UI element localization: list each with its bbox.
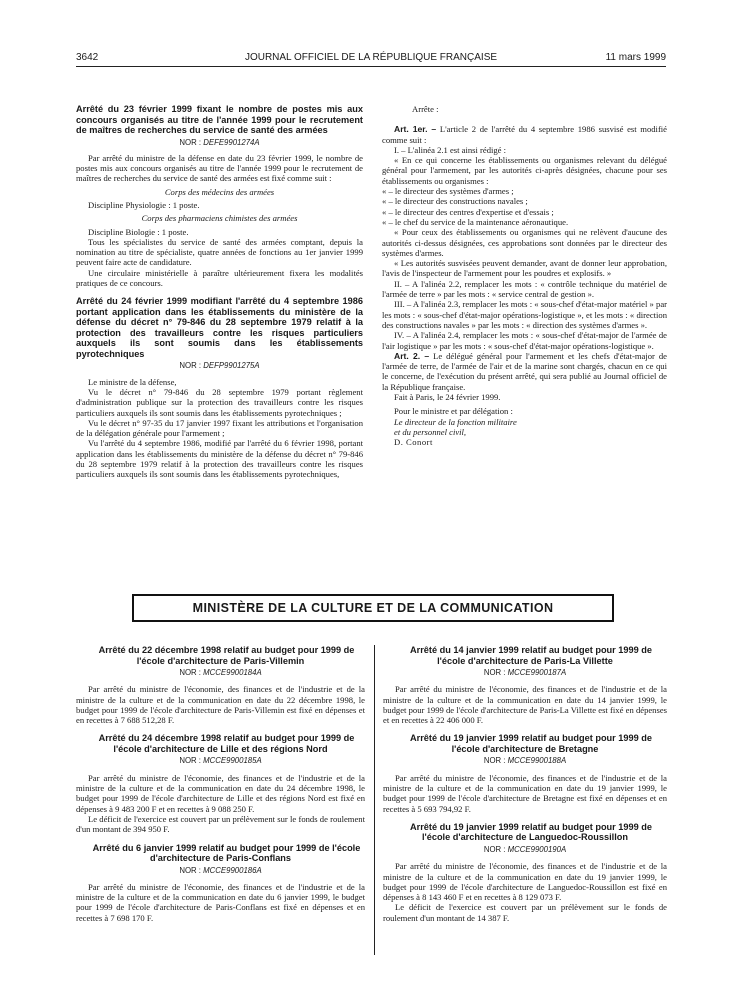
bottom-right-column: [383, 645, 667, 923]
article-2: Art. 2. – Le délégué général pour l'armement et les chefs d'état-major de l'armée de terre, de l'armée de l'air et de la marine sont chargés, chacun en ce qui le concerne, de l'exécution du présent arrêté, qui sera publié au Journal officiel de la République française.: [382, 350, 667, 392]
paragraph: III. – A l'alinéa 2.3, remplacer les mots : « sous-chef d'état-major matériel » par les mots : « sous-chef d'état-major opérations-logistique », et les mots : « direction des constructions navales » par les mots : « direction des systèmes d'armes ».: [382, 299, 667, 330]
paragraph: Par arrêté du ministre de l'économie, des finances et de l'industrie et de la ministre de la culture et de la communication en date du 24 décembre 1998, le budget pour 1999 de l'école d'architecture de Lille et des régions Nord est fixé en dépenses à 9 483 200 F et en recettes à 9 088 250 F.: [76, 772, 365, 814]
paragraph: Par arrêté du ministre de l'économie, des finances et de l'industrie et de la ministre de la culture et de la communication en date du 19 janvier 1999, le budget pour 1999 de l'école d'architecture de Languedoc-Roussillon est fixé en dépenses à 8 143 460 F et en recettes à 8 129 073 F.: [383, 861, 667, 903]
paragraph: Discipline Physiologie : 1 poste.: [88, 199, 200, 210]
issue-date: 11 mars 1999: [605, 52, 666, 63]
list-item: « – le directeur des constructions navales ;: [382, 196, 528, 207]
paragraph: Par arrêté du ministre de l'économie, des finances et de l'industrie et de la ministre de la culture et de la communication en date du 19 janvier 1999, le budget pour 1999 de l'école d'architecture de Bretagne est fixé en dépenses et en recettes à 5 693 794,92 F.: [383, 772, 667, 814]
quote-paragraph: « En ce qui concerne les établissements ou organismes relevant du délégué général pour l'armement, par les autorités ci-après désignées, chacune pour ses établissements ou organismes :: [382, 155, 667, 186]
journal-title: JOURNAL OFFICIEL DE LA RÉPUBLIQUE FRANÇAISE: [244, 52, 498, 63]
quote-paragraph: « Les autorités susvisées peuvent demander, avant de donner leur approbation, l'avis de l'inspecteur de l'armement pour les poudres et explosifs. »: [382, 258, 667, 279]
paragraph: Une circulaire ministérielle à paraître ultérieurement fixera les modalités pratiques de ce concours.: [76, 267, 363, 289]
list-item: « – le chef du service de la maintenance aéronautique.: [382, 216, 569, 227]
paragraph: Par arrêté du ministre de l'économie, des finances et de l'industrie et de la ministre de la culture et de la communication en date du 22 décembre 1998, le budget pour 1999 de l'école d'architecture de Paris-Villemin est fixé en dépenses et en recettes à 7 688 512,28 F.: [76, 684, 365, 726]
signature-line: et du personnel civil,: [394, 426, 467, 437]
nor-reference: NOR : MCCE9900186A: [179, 865, 262, 875]
signatory-name: D. Conort: [394, 437, 433, 448]
list-item: « – le directeur des systèmes d'armes ;: [382, 186, 514, 197]
header-rule: [76, 66, 666, 67]
paragraph: IV. – A l'alinéa 2.4, remplacer les mots : « sous-chef d'état-major de l'armée de l'air logistique » par les mots : « sous-chef d'état-major opérations-logistique ».: [382, 330, 667, 351]
ministry-banner: MINISTÈRE DE LA CULTURE ET DE LA COMMUNICATION: [132, 594, 614, 622]
arrete-heading: Arrête :: [412, 104, 439, 114]
corps-heading: Corps des pharmaciens chimistes des armées: [141, 213, 298, 224]
left-column: [76, 104, 363, 480]
decree-title: Arrêté du 23 février 1999 fixant le nombre de postes mis aux concours organisés au titre de l'année 1999 pour le recrutement de maîtres de recherches du service de santé des armées: [76, 104, 363, 135]
signature-place-date: Fait à Paris, le 24 février 1999.: [394, 392, 501, 403]
nor-reference: NOR : MCCE9900184A: [179, 668, 262, 677]
paragraph: Vu le décret n° 97-35 du 17 janvier 1997 fixant les attributions et l'organisation de la délégation générale pour l'armement ;: [76, 417, 363, 439]
paragraph: Par arrêté du ministre de l'économie, des finances et de l'industrie et de la ministre de la culture et de la communication en date du 14 janvier 1999, le budget pour 1999 de l'école d'architecture de Paris-La Villette est fixé en dépenses et en recettes à 22 406 000 F.: [383, 684, 667, 726]
bottom-left-column: [76, 645, 365, 923]
article-1: Art. 1er. – L'article 2 de l'arrêté du 4 septembre 1986 susvisé est modifié comme suit :: [382, 124, 668, 145]
signature-line: Le directeur de la fonction militaire: [394, 416, 517, 427]
decree-title: Arrêté du 24 février 1999 modifiant l'arrêté du 4 septembre 1986 portant application dans les établissements du ministère de la défense du décret n° 79-846 du 28 septembre 1979 relatif à la protection des travailleurs contre les risques particuliers auxquels ils sont soumis dans les établissements pyrotechniques: [76, 296, 363, 359]
paragraph: Vu le décret n° 79-846 du 28 septembre 1979 portant règlement d'administration publique sur la protection des travailleurs contre les risques particuliers auxquels ils sont soumis dans les établissements pyrotechniques ;: [76, 386, 363, 418]
paragraph: Tous les spécialistes du service de santé des armées comptant, depuis la nomination au titre de spécialiste, quatre années de fonctions au 1er janvier 1999 peuvent faire acte de candidature.: [76, 236, 363, 268]
paragraph: Par arrêté du ministre de l'économie, des finances et de l'industrie et de la ministre de la culture et de la communication en date du 6 janvier 1999, le budget pour 1999 de l'école d'architecture de Paris-Conflans est fixé en dépenses et en recettes à 7 698 170 F.: [76, 881, 365, 923]
decree-title: Arrêté du 24 décembre 1998 relatif au budget pour 1999 de l'école d'architecture de Lille et des régions Nord: [98, 733, 355, 754]
paragraph: Le déficit de l'exercice est couvert par un prélèvement sur le fonds de roulement d'un montant de 14 387 F.: [383, 902, 667, 923]
decree-title: Arrêté du 14 janvier 1999 relatif au budget pour 1999 de l'école d'architecture de Paris-La Villette: [409, 645, 653, 666]
paragraph: II. – A l'alinéa 2.2, remplacer les mots : « contrôle technique du matériel de l'armée de terre » par les mots : « service central de gestion ».: [382, 278, 667, 300]
paragraph: Vu l'arrêté du 4 septembre 1986, modifié par l'arrêté du 6 février 1998, portant application dans les établissements du ministère de la défense du décret n° 79-846 du 28 septembre 1979 relatif à la protection des travailleurs contre les risques particuliers auxquels ils sont soumis dans les établissements pyrotechniques,: [76, 438, 363, 480]
decree-title: Arrêté du 19 janvier 1999 relatif au budget pour 1999 de l'école d'architecture de Languedoc-Roussillon: [409, 821, 653, 843]
decree-title: Arrêté du 22 décembre 1998 relatif au budget pour 1999 de l'école d'architecture de Paris-Villemin: [98, 645, 355, 666]
list-item: « – le directeur des centres d'expertise et d'essais ;: [382, 206, 554, 217]
paragraph: Le ministre de la défense,: [88, 376, 177, 387]
paragraph: Par arrêté du ministre de la défense en date du 23 février 1999, le nombre de postes mis aux concours organisés au titre de l'année 1999 pour le recrutement de maîtres de recherches du service de santé des armées est fixé comme suit :: [76, 152, 363, 184]
nor-reference: NOR : MCCE9900190A: [483, 844, 567, 854]
nor-reference: NOR : MCCE9900187A: [483, 668, 567, 677]
decree-title: Arrêté du 6 janvier 1999 relatif au budget pour 1999 de l'école d'architecture de Paris-Conflans: [92, 842, 361, 864]
column-divider: [374, 645, 375, 955]
right-column: [382, 104, 667, 448]
nor-reference: NOR : DEFP9901275A: [179, 361, 260, 371]
nor-reference: NOR : MCCE9900188A: [483, 756, 567, 766]
paragraph: Discipline Biologie : 1 poste.: [88, 226, 189, 237]
page-number: 3642: [76, 52, 99, 63]
paragraph: Le déficit de l'exercice est couvert par un prélèvement sur le fonds de roulement d'un montant de 394 950 F.: [76, 813, 365, 835]
nor-reference: NOR : DEFE9901274A: [179, 137, 260, 147]
corps-heading: Corps des médecins des armées: [164, 186, 275, 197]
quote-paragraph: « Pour ceux des établissements ou organismes qui ne relèvent d'aucune des autorités ci-dessus désignées, ces approbations sont données par le directeur des systèmes d'armes.: [382, 227, 667, 258]
signature-line: Pour le ministre et par délégation :: [394, 406, 513, 417]
nor-reference: NOR : MCCE9900185A: [179, 756, 262, 766]
decree-title: Arrêté du 19 janvier 1999 relatif au budget pour 1999 de l'école d'architecture de Bretagne: [409, 733, 653, 754]
paragraph: I. – L'alinéa 2.1 est ainsi rédigé :: [394, 144, 507, 155]
